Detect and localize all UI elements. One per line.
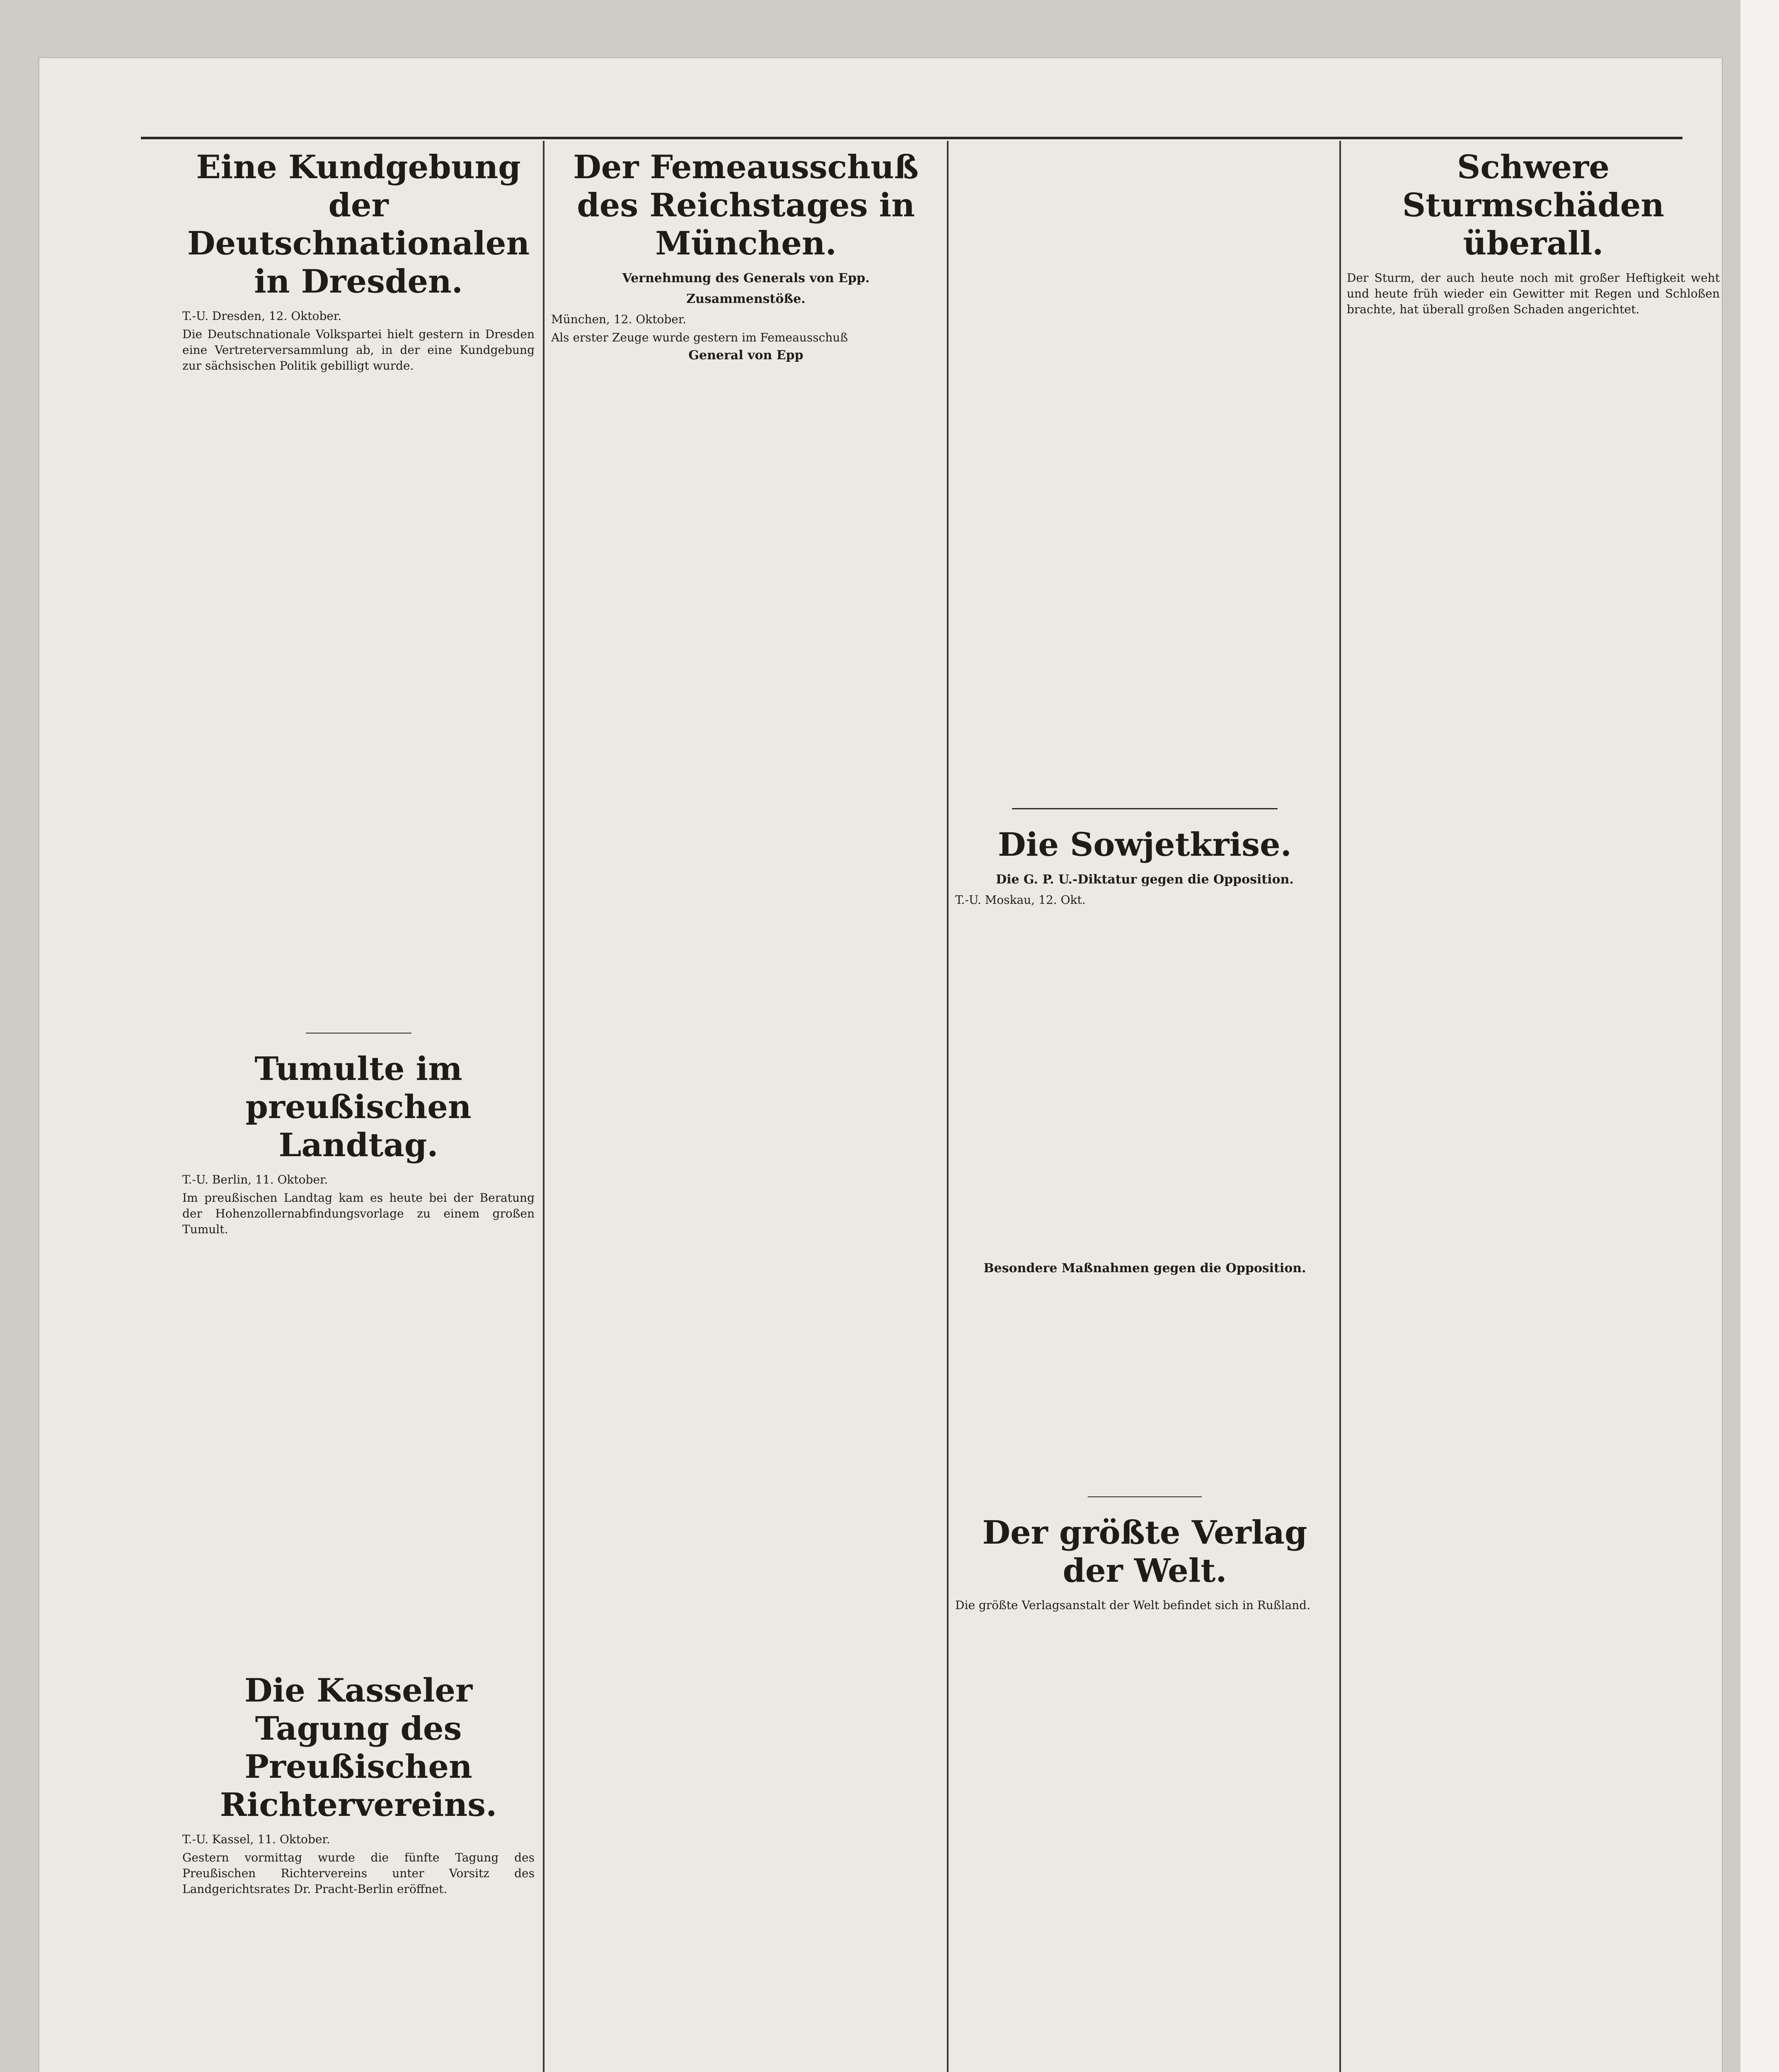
header-rule: [141, 137, 1682, 139]
article-body-text: [955, 145, 1334, 792]
column-2: [551, 145, 941, 2072]
article-body-text: [551, 368, 941, 2072]
dateline: T.-U. Dresden, 12. Oktober.: [182, 309, 342, 323]
dateline: München, 12. Oktober.: [551, 312, 687, 326]
article-body-text: [182, 1237, 535, 1668]
column-3: [955, 145, 1334, 2072]
article-separator: [306, 1033, 411, 1034]
article-lead: Die Deutschnationale Volkspartei hielt gestern in Dresden eine Vertreterversammlung ab, in der eine Kundgebung zur sächsischen Politik gebilligt wurde.: [182, 327, 535, 373]
article-headline: Die Sowjetkrise.: [998, 826, 1292, 864]
column-4: [1347, 145, 1720, 2072]
article-separator: [1088, 1496, 1202, 1497]
article-body-text: [955, 1281, 1334, 1480]
speaker-heading: General von Epp: [688, 348, 804, 363]
article-lead: Als erster Zeuge wurde gestern im Femeausschuß: [551, 331, 848, 344]
column-divider: [1339, 141, 1341, 2072]
article-subhead: Zusammenstöße.: [686, 292, 806, 306]
article-subhead: Die G. P. U.-Diktatur gegen die Opposition.: [996, 872, 1294, 887]
article-body-text: [955, 910, 1334, 1259]
column-1: [182, 145, 535, 2072]
article-lead: Gestern vormittag wurde die fünfte Tagung des Preußischen Richtervereins unter Vorsitz des Landgerichtsrates Dr. Pracht-Berlin eröffnet.: [182, 1851, 535, 1896]
article-headline: Eine Kundgebung der Deutschnationalen in Dresden.: [187, 148, 530, 300]
article-separator: [1012, 808, 1278, 809]
page-margin: [1740, 0, 1779, 2072]
article-subhead: Vernehmung des Generals von Epp.: [622, 271, 870, 286]
article-headline: Schwere Sturmschäden überall.: [1402, 148, 1665, 262]
article-headline: Die Kasseler Tagung des Preußischen Richtervereins.: [220, 1672, 497, 1824]
article-headline: Tumulte im preußischen Landtag.: [245, 1050, 472, 1164]
dateline: T.-U. Berlin, 11. Oktober.: [182, 1173, 328, 1186]
article-subhead: Besondere Maßnahmen gegen die Opposition.: [983, 1261, 1306, 1276]
article-lead: Im preußischen Landtag kam es heute bei der Beratung der Hohenzollernabfindungsvorlage zu einem großen Tumult.: [182, 1191, 535, 1236]
article-headline: Der größte Verlag der Welt.: [982, 1514, 1307, 1590]
column-divider: [543, 141, 545, 2072]
dateline: T.-U. Moskau, 12. Okt.: [955, 893, 1086, 907]
article-body-text: [182, 1897, 535, 2072]
article-body-text: [1347, 317, 1720, 2072]
article-lead: Die größte Verlagsanstalt der Welt befindet sich in Rußland.: [955, 1598, 1311, 1612]
article-lead: Der Sturm, der auch heute noch mit großer Heftigkeit weht und heute früh wieder ein Gewitter mit Regen und Schloßen brachte, hat überall großen Schaden angerichtet.: [1347, 271, 1720, 316]
article-body-text: [182, 374, 535, 1016]
column-divider: [947, 141, 949, 2072]
dateline: T.-U. Kassel, 11. Oktober.: [182, 1832, 330, 1846]
article-headline: Der Femeausschuß des Reichstages in München.: [573, 148, 919, 262]
